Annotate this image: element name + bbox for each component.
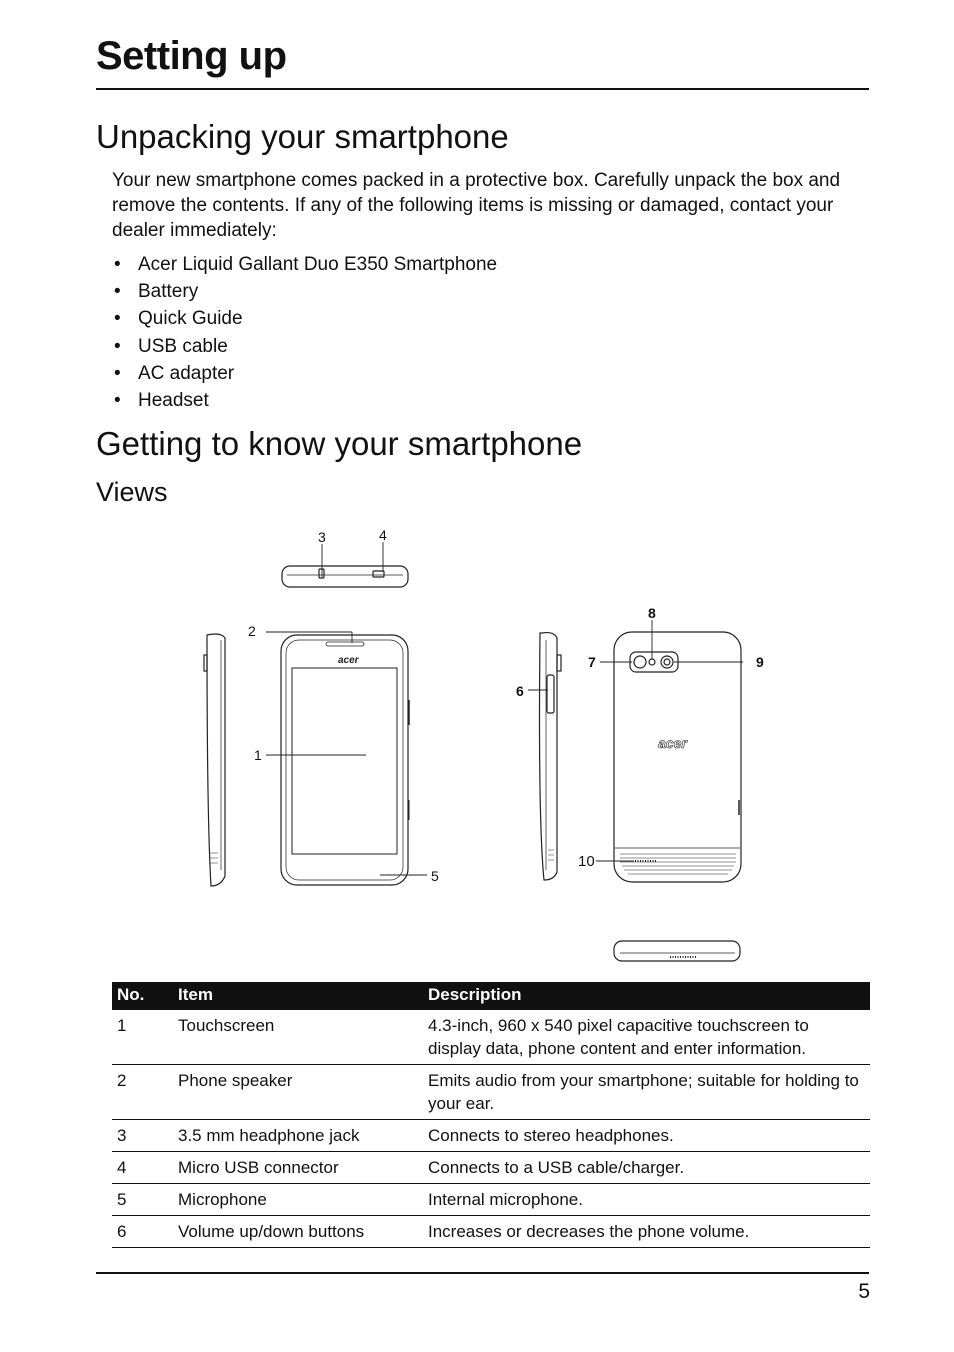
table-row [112, 1152, 870, 1184]
cell-description: Connects to a USB cable/charger. [423, 1152, 870, 1184]
list-item: • AC adapter [112, 360, 497, 387]
callout-9: 9 [756, 654, 764, 670]
bullet-icon: • [114, 281, 121, 303]
table-row [112, 1065, 870, 1120]
cell-item: Volume up/down buttons [173, 1216, 423, 1248]
chapter-title: Setting up [96, 34, 287, 78]
list-item: • USB cable [112, 333, 497, 360]
header-rule [96, 88, 869, 90]
unpacking-intro: Your new smartphone comes packed in a protective box. Carefully unpack the box and remove the contents. If any of the following items is missing or damaged, contact your dealer immediately: [112, 170, 841, 241]
phone-top-view [282, 566, 408, 587]
callout-4: 4 [379, 527, 387, 543]
cell-item: Microphone [173, 1184, 423, 1216]
cell-description: Internal microphone. [423, 1184, 870, 1216]
section-heading-getting-to-know: Getting to know your smartphone [96, 425, 583, 462]
footer-rule [96, 1272, 869, 1274]
subsection-heading-views: Views [96, 477, 168, 507]
bullet-icon: • [114, 254, 121, 275]
cell-item: Micro USB connector [173, 1152, 423, 1184]
cell-description: Connects to stereo headphones. [423, 1120, 870, 1152]
cell-item: Touchscreen [173, 1010, 423, 1065]
callout-7: 7 [588, 654, 596, 670]
cell-no: 5 [112, 1184, 173, 1216]
cell-item: 3.5 mm headphone jack [173, 1120, 423, 1152]
table-row [112, 1010, 870, 1065]
column-header-item: Item [173, 982, 423, 1010]
callout-1: 1 [254, 747, 262, 763]
cell-no: 4 [112, 1152, 173, 1184]
bullet-icon: • [114, 389, 121, 411]
phone-bottom-view [614, 941, 740, 961]
acer-logo: acer [338, 655, 359, 666]
table-row [112, 1120, 870, 1152]
phone-right-side-view [540, 633, 562, 880]
package-contents-list [112, 251, 497, 414]
bullet-icon: • [114, 335, 121, 357]
cell-no: 6 [112, 1216, 173, 1248]
cell-no: 2 [112, 1065, 173, 1120]
cell-description: 4.3-inch, 960 x 540 pixel capacitive touchscreen to display data, phone content and enter information. [423, 1010, 870, 1065]
callout-10: 10 [578, 853, 595, 870]
phone-views-figure [190, 520, 780, 980]
column-header-no: No. [112, 982, 173, 1010]
callout-6: 6 [516, 683, 524, 699]
table-row [112, 1216, 870, 1248]
parts-table [112, 982, 870, 1248]
list-item: • Headset [112, 387, 497, 414]
column-header-description: Description [423, 982, 870, 1010]
phone-diagram [190, 520, 780, 980]
phone-back-view [614, 632, 741, 882]
phone-front-view [281, 635, 409, 885]
list-item: • Battery [112, 278, 497, 305]
acer-logo-back: acer [658, 735, 687, 751]
callout-labels [248, 527, 764, 884]
cell-item: Phone speaker [173, 1065, 423, 1120]
section-heading-unpacking: Unpacking your smartphone [96, 118, 509, 155]
list-item: • Quick Guide [112, 305, 497, 332]
cell-description: Emits audio from your smartphone; suitable for holding to your ear. [423, 1065, 870, 1120]
callout-2: 2 [248, 623, 256, 639]
cell-no: 3 [112, 1120, 173, 1152]
bullet-icon: • [114, 308, 121, 330]
callout-5: 5 [431, 868, 439, 884]
bullet-icon: • [114, 362, 121, 384]
cell-description: Increases or decreases the phone volume. [423, 1216, 870, 1248]
callout-8: 8 [648, 605, 656, 621]
page-number: 5 [858, 1280, 870, 1303]
phone-left-side-view [204, 634, 225, 886]
list-item: • Acer Liquid Gallant Duo E350 Smartphone [112, 251, 497, 278]
table-header-row [112, 982, 870, 1010]
callout-3: 3 [318, 529, 326, 545]
table-row [112, 1184, 870, 1216]
cell-no: 1 [112, 1010, 173, 1065]
